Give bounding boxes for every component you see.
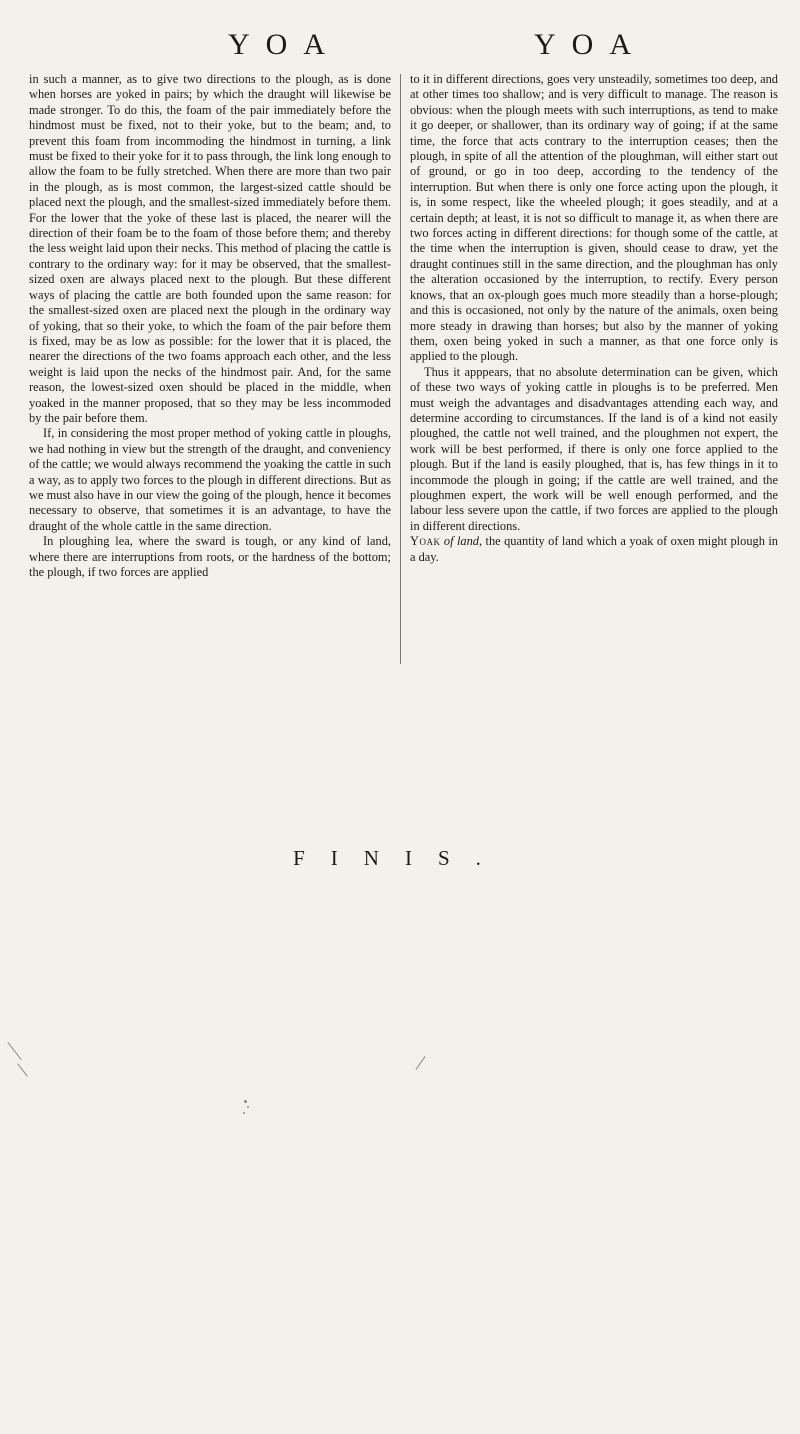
entry-definition: , the quantity of land which a yoak of oxen might plough in a day. (410, 534, 778, 564)
right-column (410, 72, 778, 565)
ink-speck (243, 1112, 245, 1114)
dictionary-entry (410, 534, 778, 565)
ink-speck (7, 1042, 21, 1060)
left-paragraph: If, in considering the most proper method of yoking cattle in ploughs, we had nothing in view but the strength of the draught, and conveniency of the cattle; we would always recommend the yoaking the cattle in such a way, as to apply two forces to the plough in different directions. But as we must also have in our view the going of the plough, hence it becomes necessary to observe, that sometimes it is an advantage, to have the draught of the whole cattle in the same direction. (29, 426, 391, 533)
left-paragraph: In ploughing lea, where the sward is tough, or any kind of land, where there are interruptions from roots, or the hardness of the bottom; the plough, if two forces are applied (29, 534, 391, 579)
ink-speck (244, 1100, 247, 1103)
right-paragraph: to it in different directions, goes very unsteadily, sometimes too deep, and at other times too shallow; and is very difficult to manage. The reason is obvious: when the plough meets with such interruptions, as tend to make it go deeper, or shallower, than its ordinary way of going; if at the same time, the force that acts contrary to the interruption ceases; then the plough, in spite of all the attention of the ploughman, will either start out of ground, or go in too deep, according to the tendency of the interruption. But when there is only one force acting upon the plough, it is, in some respect, like the wheeled plough; it goes steadily, and at a certain depth; at least, it is not so difficult to manage it, as when there are two forces acting in different directions: for though some of the cattle, at the time when the interruption is given, should cease to draw, yet the draught continues still in the same direction, and the ploughman has only the alteration occasioned by the interruption, to rectify. Every person knows, that an ox-plough goes much more steadily than a horse-plough; and this is occasioned, not only by the nature of the animals, oxen being more steady in drawing than horses; but also by the manner of yoking them, oxen being yoked in such a manner, as that one force only is applied to the plough. (410, 72, 778, 364)
left-column (29, 72, 391, 580)
header-left: YOA (228, 28, 341, 61)
column-divider (400, 74, 401, 664)
header-right: YOA (534, 28, 647, 61)
right-paragraph: Thus it apppears, that no absolute determination can be given, which of these two ways of yoking cattle in ploughs is to be preferred. Men must weigh the advantages and disadvantages attending each way, and determine according to circumstances. If the land is of a kind not easily ploughed, the cattle not well trained, and the ploughmen not expert, the work will be best performed, if there is only one force applied to the plough. But if the land is easily ploughed, that is, has few things in it to incommode the plough in going; if the cattle are well trained, and the ploughmen expert, the work will be well enough performed, and the labour less severe upon the cattle, if two forces are applied to the plough in different directions. (410, 364, 778, 533)
ink-speck (17, 1063, 28, 1076)
finis-mark: FINIS. (293, 846, 507, 870)
entry-term: Yoak (410, 534, 441, 549)
entry-qualifier: of land (443, 534, 479, 549)
ink-speck (247, 1106, 249, 1108)
ink-speck (416, 1056, 426, 1070)
running-header (0, 28, 800, 68)
left-paragraph: in such a manner, as to give two directions to the plough, as is done when horses are yoked in pairs; by which the draught will likewise be made stronger. To do this, the foam of the pair immediately before the hindmost must be fixed, not to their yoke, but to the beam; and, to prevent this foam from incommoding the hindmost in turning, a link must be fixed to their yoke for it to pass through, the link long enough to allow the foam to be fully stretched. When there are more than two pair in the plough, as is most common, the largest-sized cattle should be placed next the plough, and the smallest-sized immediately before them. For the lower that the yoke of these last is placed, the nearer will the direction of their foam be to the foam of those before them; and thereby the less weight laid upon their necks. This method of placing the cattle is contrary to the ordinary way: for it may be observed, that the smallest-sized oxen are always placed next to the plough. But these different ways of placing the cattle are both founded upon the same reason: for the smallest-sized oxen are placed next the plough in the ordinary way of yoking, that so their yoke, to which the foam of the pair before them is fixed, may be as low as possible: for the lower that it is placed, the nearer the directions of the two foams approach each other, and the less weight is laid upon the necks of the hindmost pair. And, for the same reason, the lowest-sized oxen should be placed in the middle, when yoaked in the manner proposed, that so they may be less incommoded by the pair before them. (29, 72, 391, 425)
